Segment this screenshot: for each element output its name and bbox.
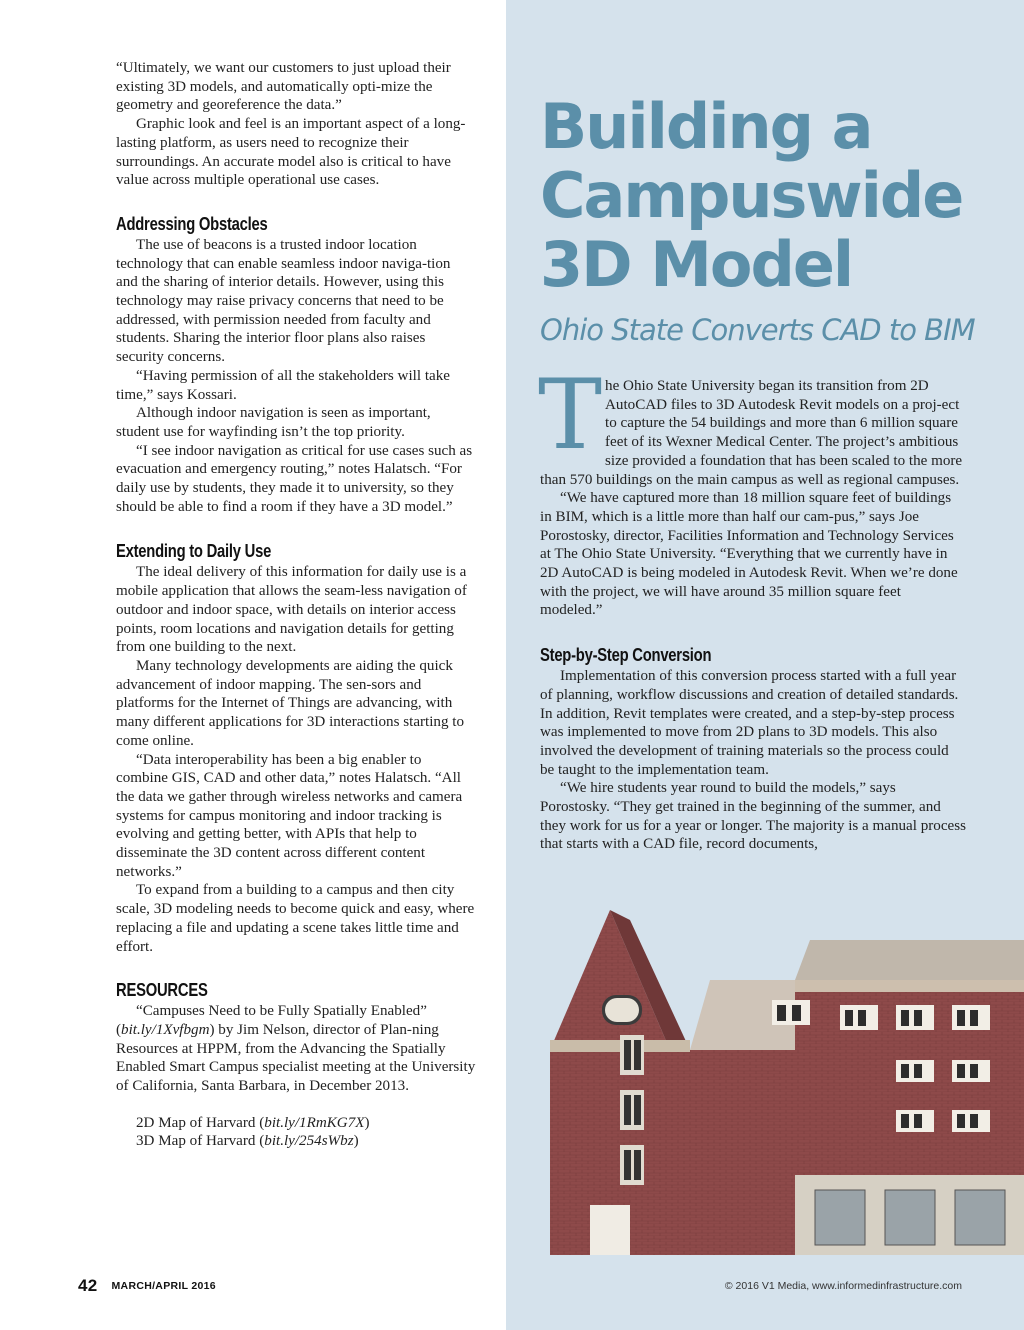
issue-date: MARCH/APRIL 2016 — [111, 1280, 216, 1292]
resource-item: 3D Map of Harvard (bit.ly/254sWbz) — [136, 1133, 359, 1150]
right-column — [538, 359, 966, 854]
resource-item: “Campuses Need to be Fully Spatially Enabled” (bit.ly/1Xvfbgm) by Jim Nelson, director of Plan-ning Resources at HPPM, from the Advancing the Spatially Enabled Smart Campus specialist meeting at the University of California, Santa Barbara, in December 2013. — [116, 1003, 476, 1095]
article-subtitle: Ohio State Converts CAD to BIM — [540, 313, 975, 347]
paragraph: “I see indoor navigation as critical for use cases such as evacuation and emergency routing,” notes Halatsch. “For daily use by students, they made it to university, so they should be able to find a room if they have a 3D model.” — [116, 442, 473, 515]
paragraph: “Data interoperability has been a big enabler to combine GIS, CAD and other data,” notes Halatsch. “All the data we gather through wireless networks and camera systems for campus monitoring and indoor tracking is evolving and getting better, with APIs that help to disseminate the 3D content across different content networks.” — [116, 751, 463, 880]
paragraph: Graphic look and feel is an important aspect of a long-lasting platform, as users need to recognize their surroundings. An accurate model also is critical to have value across multiple operational use cases. — [116, 116, 466, 189]
building-illustration — [540, 900, 1024, 1260]
resource-link[interactable]: bit.ly/1Xvfbgm — [121, 1021, 210, 1038]
paragraph: “Ultimately, we want our customers to just upload their existing 3D models, and automatically opti-mize the geometry and georeference the data.” — [116, 60, 451, 114]
right-roof — [795, 940, 1024, 980]
resource-item: 2D Map of Harvard (bit.ly/1RmKG7X) — [136, 1114, 370, 1131]
left-column — [116, 59, 476, 1151]
paragraph: “Having permission of all the stakeholders will take time,” says Kossari. — [116, 367, 450, 403]
paragraph: Many technology developments are aiding the quick advancement of indoor mapping. The sen-sors and platforms for the Internet of Things are advancing, with many different applications for 3D interactions starting to come online. — [116, 657, 465, 749]
section-heading: Extending to Daily Use — [116, 540, 272, 562]
paragraph: To expand from a building to a campus and then city scale, 3D modeling needs to become quick and easy, where replacing a file and updating a scene takes little time and effort. — [116, 882, 475, 955]
paragraph: “We have captured more than 18 million square feet of buildings in BIM, which is a little more than half our cam-pus,” says Joe Porostosky, director, Facilities Information and Technology Services at The Ohio State University. “Everything that we currently have in 2D AutoCAD is being modeled in Autodesk Revit. When we’re done with the project, we will have around 35 million square feet modeled.” — [540, 490, 958, 619]
section-heading: Addressing Obstacles — [116, 212, 268, 234]
resource-link[interactable]: bit.ly/1RmKG7X — [264, 1114, 365, 1131]
paragraph: “We hire students year round to build the models,” says Porostosky. “They get trained in the beginning of the summer, and they work for us for a year or longer. The majority is a manual process that starts with a CAD file, record documents, — [540, 780, 966, 853]
middle-body — [690, 1050, 795, 1255]
drop-cap: T — [538, 359, 603, 471]
section-heading: Step-by-Step Conversion — [540, 644, 712, 666]
footer-left — [78, 1276, 216, 1296]
lead-paragraph: The Ohio State University began its transition from 2D AutoCAD files to 3D Autodesk Revit models on a proj-ect to capture the 54 buildings and more than 6 million square feet of its Wexner Medical Center. The project’s ambitious size provided a foundation that has been scaled to the more than 570 buildings on the main campus as well as regional campuses. — [538, 359, 963, 488]
resources-heading: RESOURCES — [116, 979, 208, 1001]
copyright: © 2016 V1 Media, www.informedinfrastructure.com — [724, 1280, 962, 1292]
paragraph: The use of beacons is a trusted indoor location technology that can enable seamless indoor naviga-tion and the sharing of interior details. However, using this technology may raise privacy concerns that need to be addressed, with permission needed from faculty and students. Sharing the interior floor plans also raises security concerns. — [116, 236, 451, 366]
paragraph: Although indoor navigation is seen as important, student use for wayfinding isn’t the top priority. — [116, 405, 431, 440]
article-title: Building a Campuswide 3D Model — [540, 90, 963, 301]
resource-link[interactable]: bit.ly/254sWbz — [264, 1133, 354, 1150]
paragraph: Implementation of this conversion process started with a full year of planning, workflow discussions and creation of detailed standards. In addition, Revit templates were created, and a step-by-step process was implemented to move from 2D plans to 3D models. This also involved the development of training materials so the process could be taught to the implementation team. — [540, 668, 959, 778]
paragraph: The ideal delivery of this information for daily use is a mobile application that allows the seam-less navigation of outdoor and indoor space, with details on interior access points, room locations and navigation details for getting from one building to the next. — [116, 564, 467, 656]
page-number: 42 — [78, 1276, 98, 1295]
